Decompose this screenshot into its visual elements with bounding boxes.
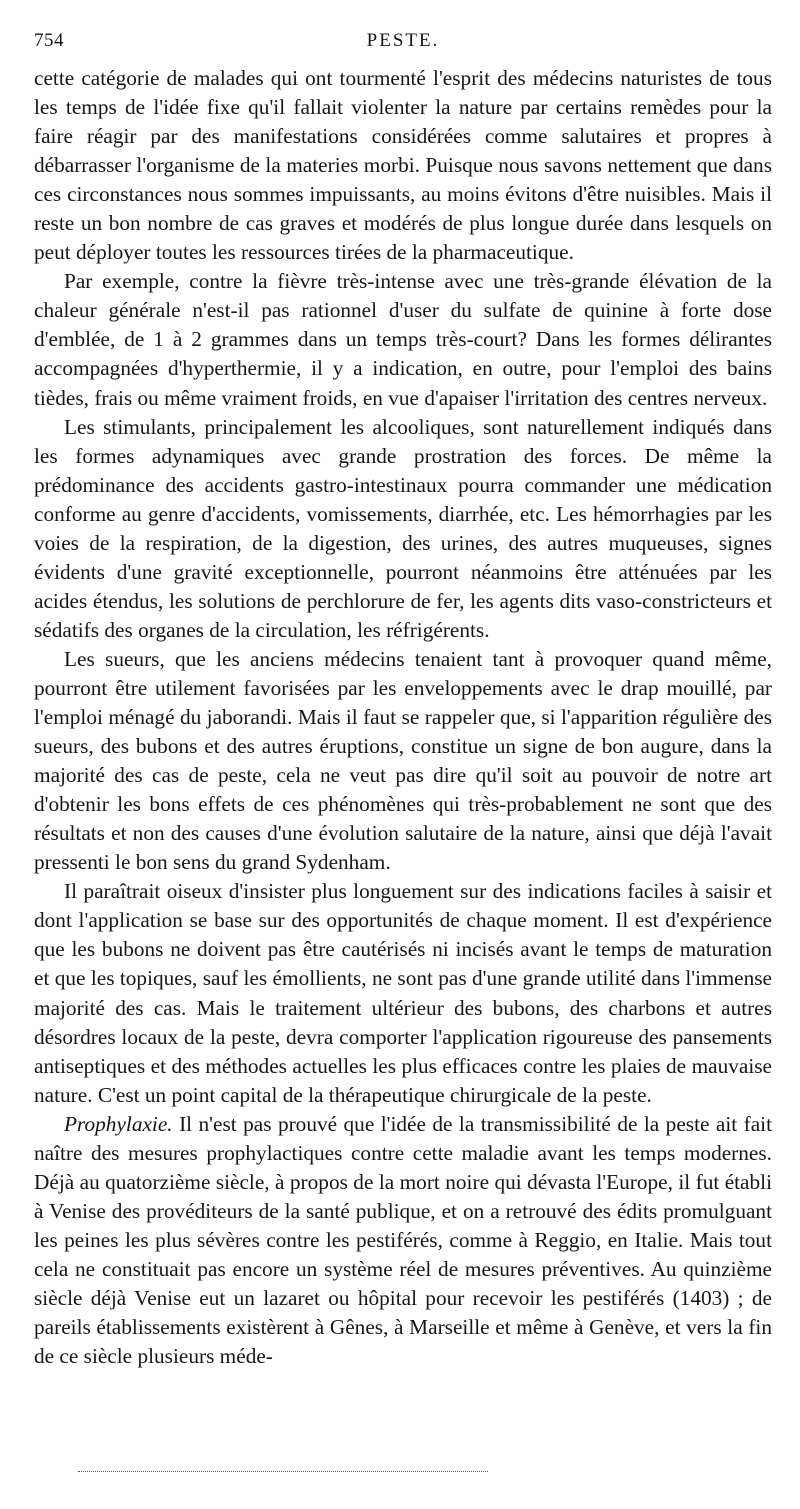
body-text xyxy=(34,64,772,1371)
paragraph-4 xyxy=(34,645,772,877)
page-number: 754 xyxy=(34,30,64,51)
paragraph-2 xyxy=(34,267,772,412)
paragraph-1 xyxy=(34,64,772,267)
paragraph-text: Par exemple, contre la fièvre très-intense avec une très-grande élévation de la chaleur générale n'est-il pas rationnel d'user du sulfate de quinine à forte dose d'emblée, de 1 à 2 grammes dans un temps très-court? Dans les formes délirantes accompagnées d'hyperthermie, il y a indication, en outre, pour l'emploi des bains tièdes, frais ou même vraiment froids, en vue d'apaiser l'irritation des centres nerveux. xyxy=(34,269,772,410)
book-page xyxy=(34,0,772,1369)
paragraph-text: Les stimulants, principalement les alcooliques, sont naturellement indiqués dans les formes adynamiques avec grande prostration des forces. De même la prédominance des accidents gastro-intestinaux pourra commander une médication conforme au genre d'accidents, vomissements, diarrhée, etc. Les hémorrhagies par les voies de la respiration, de la digestion, des urines, des autres muqueuses, signes évidents d'une gravité exceptionnelle, pourront néanmoins être atténuées par les acides étendus, les solutions de perchlorure de fer, les agents dits vaso-constricteurs et sédatifs des organes de la circulation, les réfrigérents. xyxy=(34,414,772,642)
footer-rule xyxy=(78,1471,488,1472)
paragraph-text: Les sueurs, que les anciens médecins tenaient tant à provoquer quand même, pourront être utilement favorisées par les enveloppements avec le drap mouillé, par l'emploi ménagé du jaborandi. Mais il faut se rappeler que, si l'apparition régulière des sueurs, des bubons et des autres éruptions, constitue un signe de bon augure, dans la majorité des cas de peste, cela ne veut pas dire qu'il soit au pouvoir de notre art d'obtenir les bons effets de ces phénomènes qui très-probablement ne sont que des résultats et non des causes d'une évolution salutaire de la nature, ainsi que déjà l'avait pressenti le bon sens du grand Sydenham. xyxy=(34,646,772,875)
paragraph-5 xyxy=(34,877,772,1109)
section-lead: Prophylaxie. xyxy=(64,1111,173,1136)
paragraph-text: cette catégorie de malades qui ont tourmenté l'esprit des médecins naturistes de tous les temps de l'idée fixe qu'il fallait violenter la nature par certains remèdes pour la faire réagir par des manifestations considérées comme salutaires et propres à débarrasser l'organisme de la materies morbi. Puisque nous savons nettement que dans ces circonstances nous sommes impuissants, au moins évitons d'être nuisibles. Mais il reste un bon nombre de cas graves et modérés de plus longue durée dans lesquels on peut déployer toutes les ressources tirées de la pharmaceutique. xyxy=(34,66,772,265)
page-header xyxy=(34,0,772,51)
paragraph-text: Il n'est pas prouvé que l'idée de la transmissibilité de la peste ait fait naître des mesures prophylactiques contre cette maladie avant les temps modernes. Déjà au quatorzième siècle, à propos de la mort noire qui dévasta l'Europe, il fut établi à Venise des provéditeurs de la santé publique, et on a retrouvé des édits promulguant les peines les plus sévères contre les pestiférés, comme à Reggio, en Italie. Mais tout cela ne constituait pas encore un système réel de mesures préventives. Au quinzième siècle déjà Venise eut un lazaret ou hôpital pour recevoir les pestiférés (1403) ; de pareils établissements existèrent à Gênes, à Marseille et même à Genève, et vers la fin de ce siècle plusieurs méde- xyxy=(34,1111,772,1369)
running-title: PESTE. xyxy=(366,30,440,51)
paragraph-3 xyxy=(34,413,772,645)
paragraph-text: Il paraîtrait oiseux d'insister plus longuement sur des indications faciles à saisir et dont l'application se base sur des opportunités de chaque moment. Il est d'expérience que les bubons ne doivent pas être cautérisés ni incisés avant le temps de maturation et que les topiques, sauf les émollients, ne sont pas d'une grande utilité dans l'immense majorité des cas. Mais le traitement ultérieur des bubons, des charbons et autres désordres locaux de la peste, devra comporter l'application rigoureuse des pansements antiseptiques et des méthodes actuelles les plus efficaces contre les plaies de mauvaise nature. C'est un point capital de la thérapeutique chirurgicale de la peste. xyxy=(34,879,772,1107)
paragraph-prophylaxie xyxy=(34,1110,772,1371)
